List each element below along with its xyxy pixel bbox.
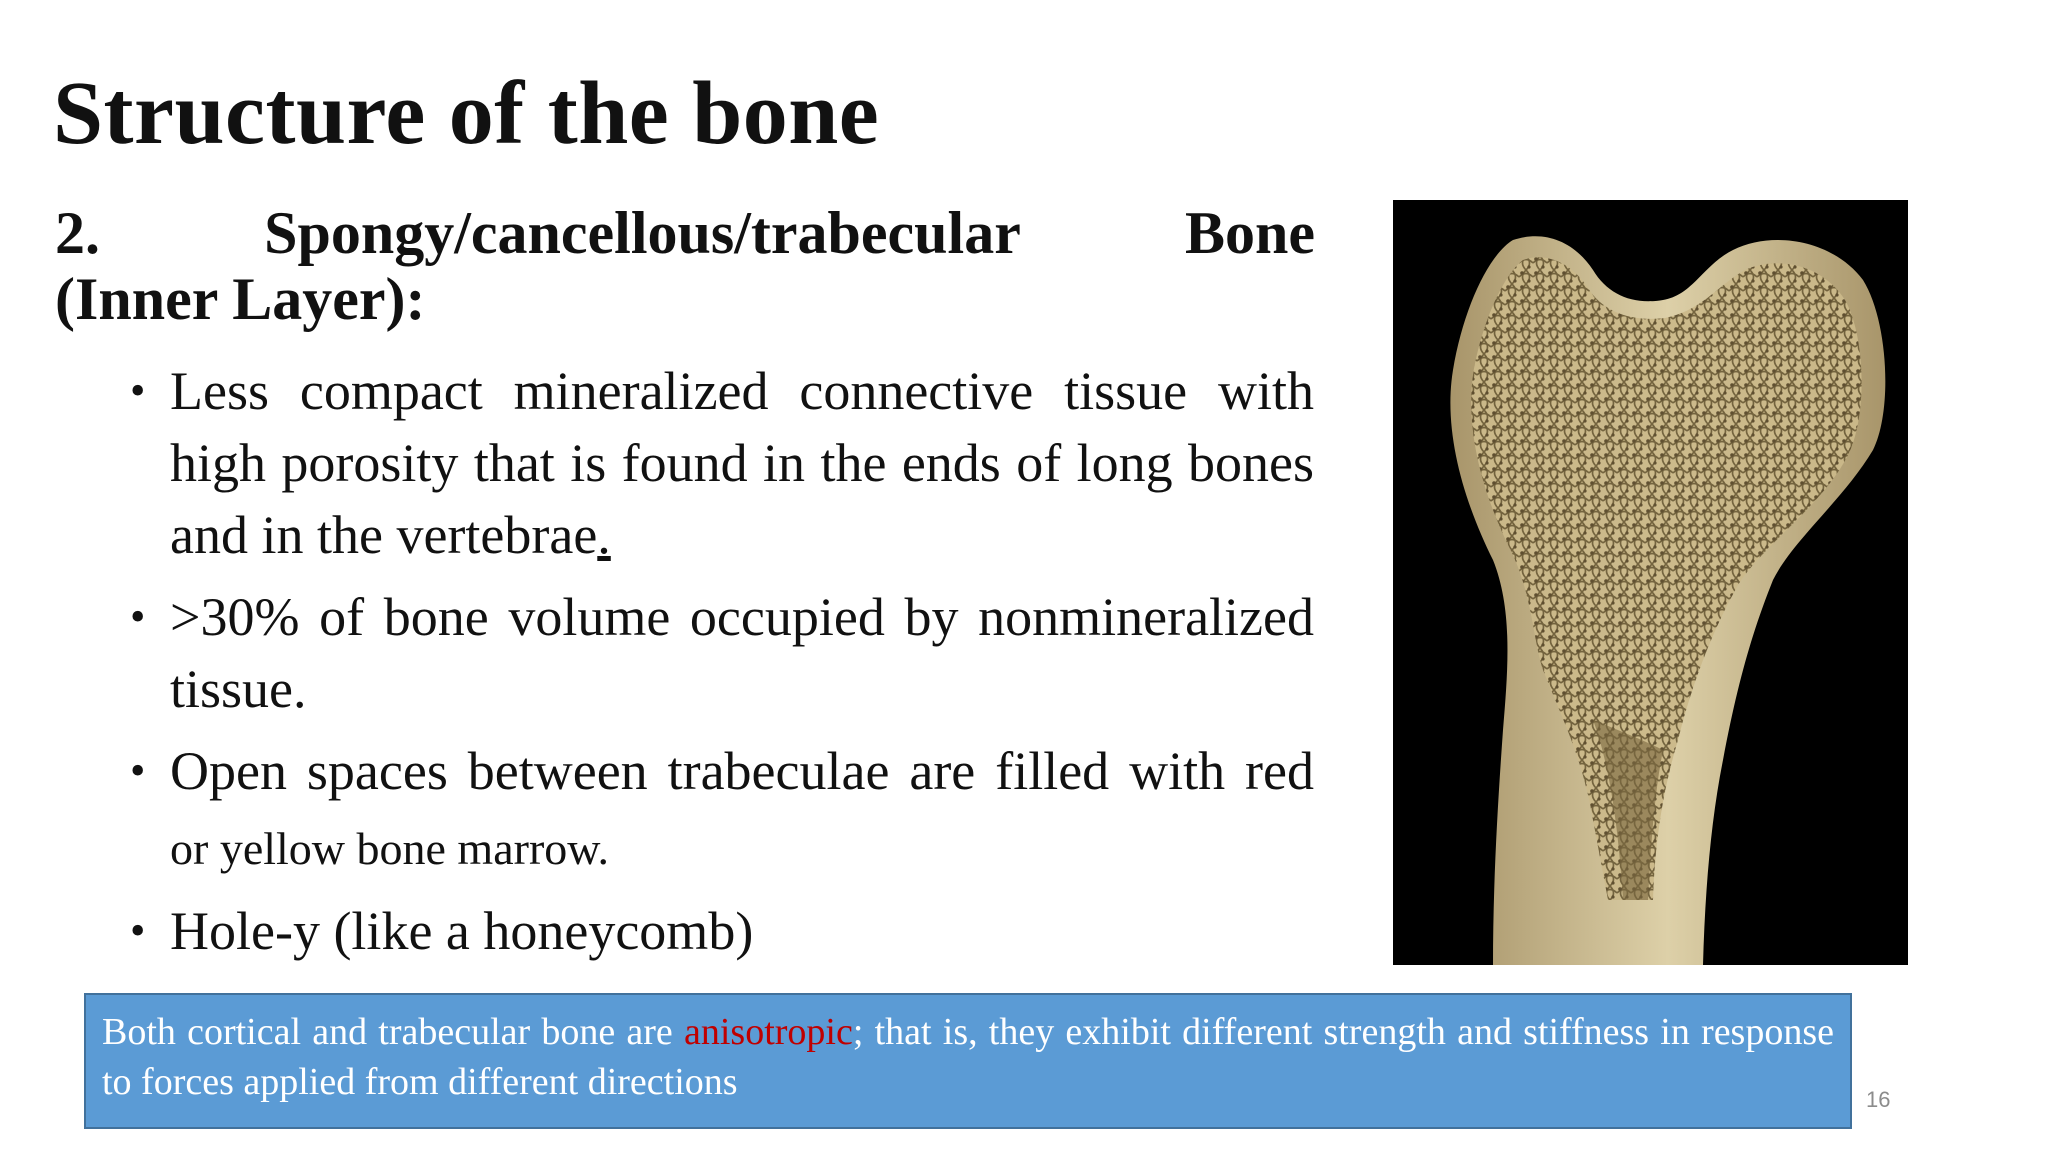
- callout-highlight: anisotropic: [683, 1011, 853, 1053]
- slide-title: Structure of the bone: [53, 64, 880, 163]
- callout-text-before: Both cortical and trabecular bone are: [102, 1011, 684, 1053]
- bullet-tail: or yellow bone marrow.: [170, 823, 609, 874]
- bullet-text: Less compact mineralized connective tissue with high porosity that is found in the ends of long bones and in the vertebrae: [170, 361, 1314, 565]
- bullet-item: [130, 895, 1314, 967]
- bullet-list: [130, 355, 1314, 977]
- bullet-tail: .: [597, 505, 611, 565]
- bullet-text: Hole-y (like a honeycomb): [170, 901, 754, 961]
- bullet-text: >30% of bone volume occupied by nonmineralized tissue.: [170, 587, 1314, 719]
- callout-text-after: ; that is, they exhibit different strength and stiffness in response to forces applied from different directions: [102, 1011, 1834, 1103]
- bullet-item: [130, 735, 1314, 885]
- bullet-icon: •: [130, 592, 146, 641]
- bullet-text: Open spaces between trabeculae are filled with red: [170, 741, 1314, 801]
- section-number: 2.: [55, 200, 100, 266]
- bullet-icon: •: [130, 906, 146, 955]
- femur-illustration: [1393, 200, 1908, 965]
- bullet-icon: •: [130, 746, 146, 795]
- bullet-item: [130, 581, 1314, 725]
- callout-box: [84, 993, 1852, 1129]
- section-heading: [55, 200, 1315, 332]
- femur-cross-section-image: [1393, 200, 1908, 965]
- section-heading-line2: (Inner Layer):: [55, 266, 426, 332]
- page-number: 16: [1866, 1087, 1891, 1112]
- section-heading-line1: [55, 200, 1315, 266]
- section-heading-main: Spongy/cancellous/trabecular: [264, 200, 1021, 266]
- bullet-icon: •: [130, 366, 146, 415]
- section-heading-word: Bone: [1184, 200, 1315, 266]
- bullet-item: [130, 355, 1314, 571]
